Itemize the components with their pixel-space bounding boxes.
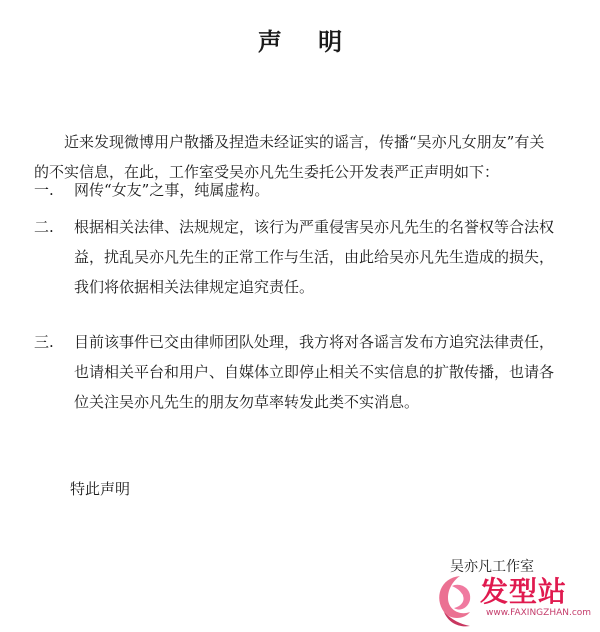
watermark-brand: 发型站 xyxy=(480,575,568,608)
item-text: 网传“女友”之事，纯属虚构。 xyxy=(74,181,270,199)
closing-line: 特此声明 xyxy=(70,480,131,498)
item-number: 二. xyxy=(34,218,54,236)
item-text: 目前该事件已交由律师团队处理，我方将对各谣言发布方追究法律责任，也请相关平台和用户、自媒体立即停止相关不实信息的扩散传播，也请各位关注吴亦凡先生的朋友勿草率转发此类不实消息。 xyxy=(74,333,555,411)
item-text: 根据相关法律、法规规定，该行为严重侵害吴亦凡先生的名誉权等合法权益，扰乱吴亦凡先生的正常工作与生活，由此给吴亦凡先生造成的损失，我们将依据相关法律规定追究责任。 xyxy=(74,218,555,296)
document-title: 声 明 xyxy=(257,27,357,56)
item-number: 三. xyxy=(34,333,54,351)
site-watermark xyxy=(430,568,598,630)
watermark-url: www.FAXINGZHAN.com xyxy=(486,608,592,618)
signature: 吴亦凡工作室 xyxy=(450,559,534,575)
intro-paragraph: 近来发现微博用户散播及捏造未经证实的谣言，传播“吴亦凡女朋友”有关的不实信息，在此，工作室受吴亦凡先生委托公开发表严正声明如下： xyxy=(34,133,545,181)
flower-logo-icon xyxy=(430,568,484,630)
item-number: 一. xyxy=(34,181,54,199)
